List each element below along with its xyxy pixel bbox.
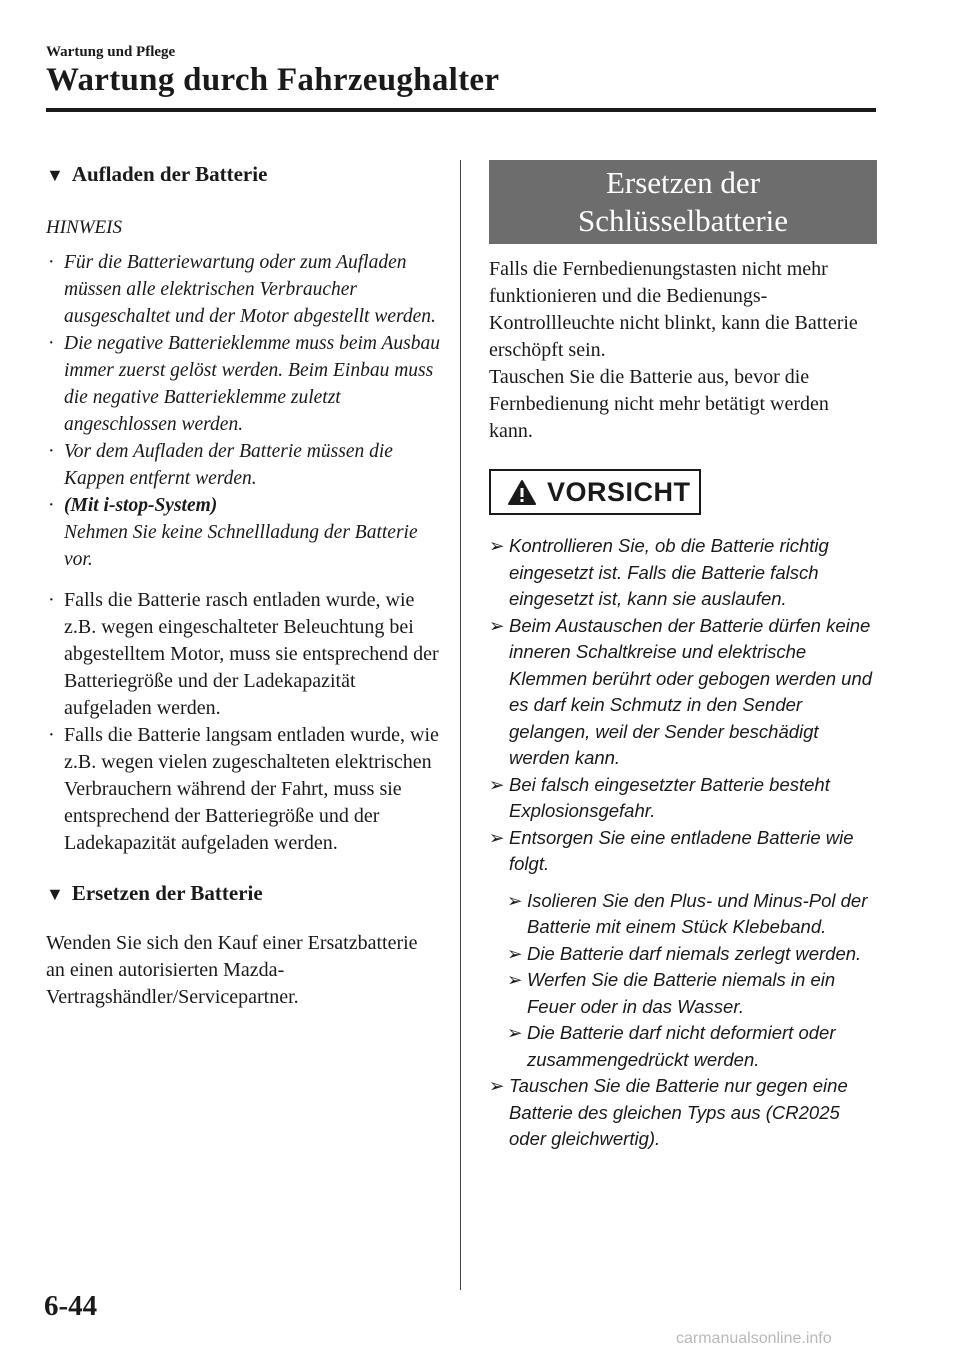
note-item: · Vor dem Aufladen der Batterie müssen die Kappen entfernt werden. — [48, 441, 393, 489]
replace-text: Wenden Sie sich den Kauf einer Ersatzbatterie an einen autorisierten Mazda-Vertragshändler/Servicepartner. — [46, 932, 418, 1008]
list-item: · Falls die Batterie langsam entladen wurde, wie z.B. wegen vielen zugeschalteten elektrischen Verbrauchern während der Fahrt, muss sie entsprechend der Batteriegröße und der Ladekapazität aufgeladen werden. — [48, 724, 439, 854]
arrow-icon: ➢ — [489, 614, 505, 636]
arrow-icon: ➢ — [489, 535, 505, 556]
arrow-icon: ➢ — [507, 1022, 523, 1043]
warning-icon — [507, 479, 537, 506]
note-item: · Für die Batteriewartung oder zum Aufladen müssen alle elektrischen Verbraucher ausgeschaltet und der Motor abgestellt werden. — [48, 252, 436, 327]
warning-item: ➢ Bei falsch eingesetzter Batterie besteht Explosionsgefahr. — [489, 773, 830, 821]
intro-paragraph: Falls die Fernbedienungstasten nicht mehr funktionieren und die Bedienungs-Kontrollleuchte nicht blinkt, kann die Batterie erschöpft sein. — [489, 258, 858, 361]
sub-warning-item: ➢ Isolieren Sie den Plus- und Minus-Pol der Batterie mit einem Stück Klebeband. — [507, 889, 868, 937]
header-rule — [46, 108, 876, 112]
note-item: · Die negative Batterieklemme muss beim Ausbau immer zuerst gelöst werden. Beim Einbau muss die negative Batterieklemme zuletzt angeschlossen werden. — [48, 333, 441, 435]
section-banner: Ersetzen der Schlüsselbatterie — [489, 160, 877, 244]
list-item: · Falls die Batterie rasch entladen wurde, wie z.B. wegen eingeschalteter Beleuchtung bei abgestelltem Motor, muss sie entsprechend der Batteriegröße und der Ladekapazität aufgeladen werden. — [48, 589, 439, 719]
right-column — [489, 160, 877, 1153]
section-label: Wartung und Pflege — [46, 44, 176, 60]
note-item: · (Mit i-stop-System) Nehmen Sie keine Schnellladung der Batterie vor. — [48, 495, 418, 570]
sub-warning-item: ➢ Die Batterie darf niemals zerlegt werden. — [507, 941, 877, 968]
disposal-list — [489, 888, 877, 1074]
page-title: Wartung durch Fahrzeughalter — [46, 62, 500, 98]
warning-item: ➢ Kontrollieren Sie, ob die Batterie richtig eingesetzt ist. Falls die Batterie falsch eingesetzt ist, kann sie auslaufen. — [489, 535, 829, 609]
column-divider — [460, 160, 461, 1290]
note-list — [46, 249, 441, 573]
replace-heading: ▼ Ersetzen der Batterie — [46, 881, 263, 905]
warning-item: ➢ Tauschen Sie die Batterie nur gegen eine Batterie des gleichen Typs aus (CR2025 oder gleichwertig). — [489, 1075, 848, 1149]
arrow-icon: ➢ — [507, 969, 523, 990]
arrow-icon: ➢ — [489, 1075, 505, 1096]
page-number: 6-44 — [44, 1290, 98, 1322]
istop-text: Nehmen Sie keine Schnellladung der Batterie vor. — [64, 522, 418, 570]
caution-box — [489, 469, 701, 515]
sub-warning-item: ➢ Werfen Sie die Batterie niemals in ein Feuer oder in das Wasser. — [507, 969, 836, 1017]
triangle-down-icon: ▼ — [46, 165, 64, 185]
watermark: carmanualsonline.info — [676, 1330, 832, 1347]
charging-list — [46, 587, 441, 857]
triangle-down-icon: ▼ — [46, 884, 64, 904]
left-column — [46, 160, 441, 1011]
hinweis-title: HINWEIS — [46, 217, 122, 238]
arrow-icon: ➢ — [507, 889, 523, 911]
arrow-icon: ➢ — [507, 942, 523, 964]
charging-heading: ▼ Aufladen der Batterie — [46, 162, 268, 186]
warning-list-end — [489, 1073, 877, 1153]
warning-item: ➢ Beim Austauschen der Batterie dürfen keine inneren Schaltkreise und elektrische Klemmen berührt oder gebogen werden und es darf kein Schmutz in den Sender gelangen, weil der Sender beschädigt werden kann. — [489, 614, 873, 768]
sub-warning-item: ➢ Die Batterie darf nicht deformiert oder zusammengedrückt werden. — [507, 1022, 836, 1070]
caution-label: VORSICHT — [547, 476, 691, 507]
warning-item: ➢ Entsorgen Sie eine entladene Batterie wie folgt. — [489, 826, 854, 874]
intro-paragraph-2: Tauschen Sie die Batterie aus, bevor die Fernbedienung nicht mehr betätigt werden kann. — [489, 366, 829, 442]
arrow-icon: ➢ — [489, 773, 505, 795]
warning-list — [489, 533, 877, 878]
istop-label: (Mit i-stop-System) — [64, 495, 218, 516]
arrow-icon: ➢ — [489, 826, 505, 848]
